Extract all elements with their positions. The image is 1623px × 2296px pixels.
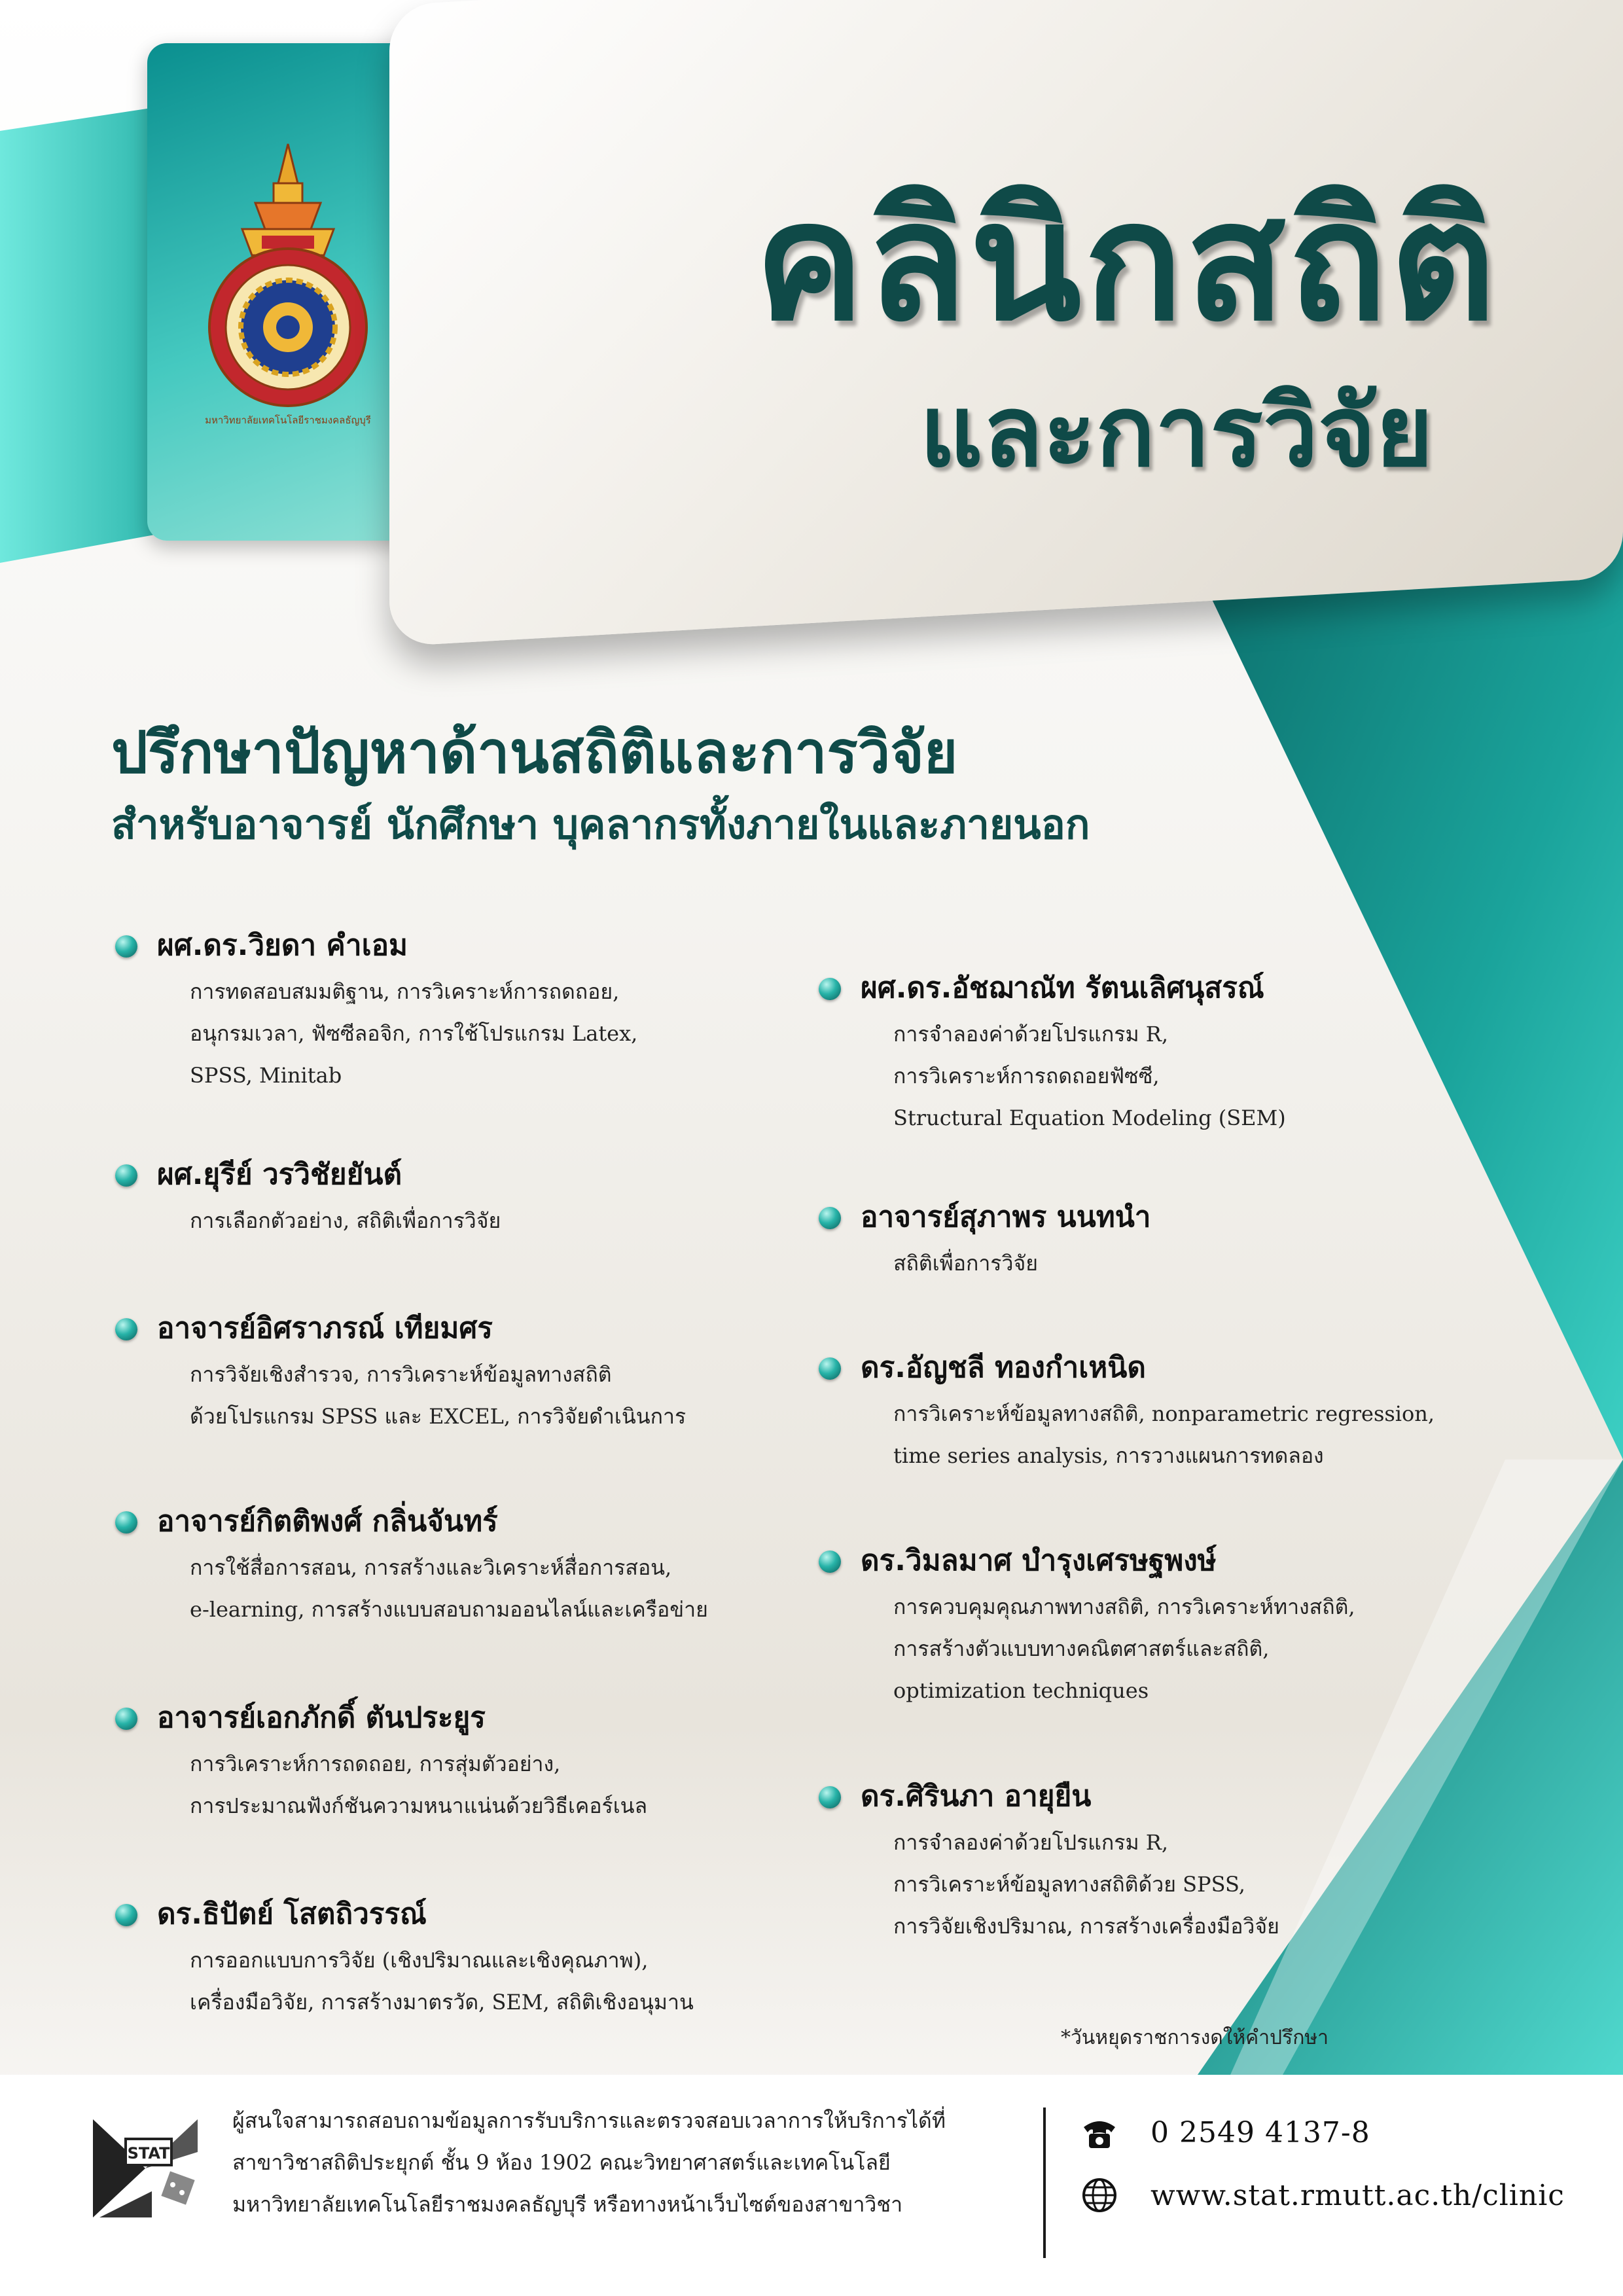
website-link[interactable]: www.stat.rmutt.ac.th/clinic [1150,2178,1565,2212]
globe-icon [1080,2176,1119,2215]
expert-detail: การวิเคราะห์การถดถอย, การสุ่มตัวอย่าง, [190,1751,561,1776]
contact-phone [1080,2106,1603,2159]
expert-name: ดร.ธิปัตย์ โสตถิวรรณ์ [157,1897,427,1931]
bullet-icon [115,1511,137,1534]
footer-line: ผู้สนใจสามารถสอบถามข้อมูลการรับบริการและตรวจสอบเวลาการให้บริการได้ที่ [232,2108,946,2133]
expert-detail: การวิเคราะห์ข้อมูลทางสถิติ, nonparametric regression, [893,1401,1435,1426]
expert-name: ผศ.ยุรีย์ วรวิชัยยันต์ [157,1158,402,1191]
page-subtitle: และการวิจัย [919,375,1433,489]
phone-icon [1080,2113,1119,2152]
expert-detail: การออกแบบการวิจัย (เชิงปริมาณและเชิงคุณภาพ), [190,1948,649,1973]
phone-number[interactable]: 0 2549 4137-8 [1150,2115,1370,2149]
expert-detail: Structural Equation Modeling (SEM) [893,1105,1286,1130]
expert-right-5 [815,1777,1522,1947]
stat-logo-text: STAT [127,2144,170,2162]
bullet-icon [115,1708,137,1730]
expert-name: ดร.วิมลมาศ บำรุงเศรษฐพงษ์ [861,1544,1217,1577]
expert-left-6 [111,1895,818,2023]
expert-detail: สถิติเพื่อการวิจัย [893,1251,1038,1276]
bullet-icon [819,1207,841,1229]
expert-detail: การควบคุมคุณภาพทางสถิติ, การวิเคราะห์ทางสถิติ, [893,1594,1355,1619]
expert-detail: time series analysis, การวางแผนการทดลอง [893,1443,1324,1468]
bullet-icon [819,1357,841,1380]
expert-name: ผศ.ดร.วิยดา คำเอม [157,929,408,962]
expert-right-3 [815,1348,1522,1477]
bullet-icon [115,935,137,958]
intro-heading: ปรึกษาปัญหาด้านสถิติและการวิจัย [111,719,958,786]
footer-divider [1043,2108,1046,2258]
expert-right-2 [815,1198,1522,1284]
footer-line: มหาวิทยาลัยเทคโนโลยีราชมงคลธัญบุรี หรือทางหน้าเว็บไซต์ของสาขาวิชา [232,2192,903,2217]
contact-website [1080,2169,1603,2221]
expert-name: อาจารย์อิศราภรณ์ เทียมศร [157,1312,493,1345]
bullet-icon [115,1318,137,1340]
expert-detail: อนุกรมเวลา, ฟัซซีลอจิก, การใช้โปรแกรม Latex, [190,1021,638,1046]
expert-detail: การวิเคราะห์ข้อมูลทางสถิติด้วย SPSS, [893,1872,1245,1897]
expert-right-4 [815,1541,1522,1712]
expert-left-1 [111,926,818,1096]
page-title: คลินิกสถิติ [754,166,1499,357]
expert-name: อาจารย์เอกภักดิ์ ตันประยูร [157,1701,486,1734]
expert-detail: การวิเคราะห์การถดถอยฟัซซี, [893,1064,1160,1088]
expert-left-3 [111,1309,818,1437]
expert-name: อาจารย์กิตติพงศ์ กลิ่นจันทร์ [157,1505,498,1538]
bullet-icon [115,1904,137,1926]
expert-detail: การทดสอบสมมติฐาน, การวิเคราะห์การถดถอย, [190,979,620,1004]
expert-detail: การวิจัยเชิงสำรวจ, การวิเคราะห์ข้อมูลทางสถิติ [190,1362,612,1387]
holiday-note: *วันหยุดราชการงดให้คำปรึกษา [1060,2026,1329,2049]
expert-right-1 [815,969,1522,1139]
bullet-icon [819,978,841,1000]
expert-detail: การสร้างตัวแบบทางคณิตศาสตร์และสถิติ, [893,1636,1270,1661]
expert-detail: การจำลองค่าด้วยโปรแกรม R, [893,1022,1168,1047]
emblem-ring-text: มหาวิทยาลัยเทคโนโลยีราชมงคลธัญบุรี [205,414,371,426]
bullet-icon [819,1786,841,1808]
expert-name: ดร.ศิรินภา อายุยืน [861,1780,1092,1813]
expert-left-2 [111,1155,818,1242]
expert-name: ผศ.ดร.อัชฌาณัท รัตนเลิศนุสรณ์ [861,971,1264,1005]
expert-left-4 [111,1502,818,1630]
expert-detail: การประมาณฟังก์ชันความหนาแน่นด้วยวิธีเคอร์เนล [190,1793,648,1818]
bullet-icon [819,1551,841,1573]
expert-detail: การวิจัยเชิงปริมาณ, การสร้างเครื่องมือวิจัย [893,1914,1279,1939]
intro-subheading: สำหรับอาจารย์ นักศึกษา บุคลากรทั้งภายในและภายนอก [111,800,1090,848]
expert-name: อาจารย์สุภาพร นนทนำ [861,1200,1151,1234]
stat-logo [86,2113,211,2224]
expert-detail: e-learning, การสร้างแบบสอบถามออนไลน์และเครือข่าย [190,1597,708,1622]
expert-left-5 [111,1698,818,1827]
expert-detail: การจำลองค่าด้วยโปรแกรม R, [893,1830,1168,1855]
expert-detail: ด้วยโปรแกรม SPSS และ EXCEL, การวิจัยดำเนินการ [190,1404,687,1429]
bullet-icon [115,1164,137,1187]
expert-detail: SPSS, Minitab [190,1063,342,1088]
expert-detail: optimization techniques [893,1678,1149,1703]
expert-name: ดร.อัญชลี ทองกำเหนิด [861,1351,1146,1384]
footer-info [232,2100,1018,2225]
university-emblem [190,137,386,412]
expert-detail: การใช้สื่อการสอน, การสร้างและวิเคราะห์สื่อการสอน, [190,1555,672,1580]
expert-detail: การเลือกตัวอย่าง, สถิติเพื่อการวิจัย [190,1208,501,1233]
expert-detail: เครื่องมือวิจัย, การสร้างมาตรวัด, SEM, สถิติเชิงอนุมาน [190,1990,694,2015]
footer-line: สาขาวิชาสถิติประยุกต์ ชั้น 9 ห้อง 1902 คณะวิทยาศาสตร์และเทคโนโลยี [232,2150,891,2175]
